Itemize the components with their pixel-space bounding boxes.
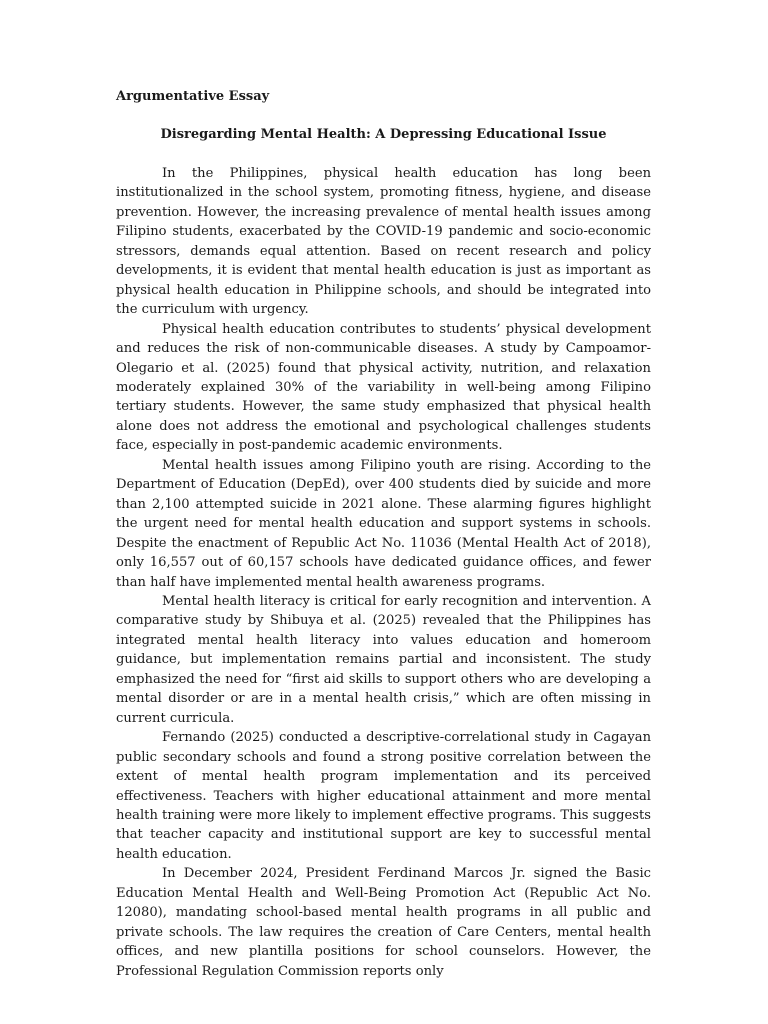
essay-paragraph: Mental health issues among Filipino youth are rising. According to the Department of Education (DepEd), over 400 students died by suicide and more than 2,100 attempted suicide in 2021 alone. These alarming figures highlight the urgent need for mental health education and support systems in schools. Despite the enactment of Republic Act No. 11036 (Mental Health Act of 2018), only 16,557 out of 60,157 schools have dedicated guidance offices, and fewer than half have implemented mental health awareness programs. (116, 457, 651, 590)
document-title: Disregarding Mental Health: A Depressing Educational Issue (160, 127, 607, 142)
essay-paragraph: Physical health education contributes to students’ physical development and reduces the risk of non-communicable diseases. A study by Campoamor-Olegario et al. (2025) found that physical activity, nutrition, and relaxation moderately explained 30% of the variability in well-being among Filipino tertiary students. However, the same study emphasized that physical health alone does not address the emotional and psychological challenges students face, especially in post-pandemic academic environments. (116, 321, 651, 454)
document-type-label: Argumentative Essay (116, 89, 270, 104)
essay-paragraph: Fernando (2025) conducted a descriptive-correlational study in Cagayan public secondary schools and found a strong positive correlation between the extent of mental health program implementation and its perceived effectiveness. Teachers with higher educational attainment and more mental health training were more likely to implement effective programs. This suggests that teacher capacity and institutional support are key to successful mental health education. (116, 730, 651, 862)
document-page (116, 88, 651, 981)
essay-paragraph: In the Philippines, physical health education has long been institutionalized in the school system, promoting fitness, hygiene, and disease prevention. However, the increasing prevalence of mental health issues among Filipino students, exacerbated by the COVID-19 pandemic and socio-economic stressors, demands equal attention. Based on recent research and policy developments, it is evident that mental health education is just as important as physical health education in Philippine schools, and should be integrated into the curriculum with urgency. (116, 166, 651, 318)
essay-body (116, 164, 651, 981)
essay-paragraph: In December 2024, President Ferdinand Marcos Jr. signed the Basic Education Mental Health and Well-Being Promotion Act (Republic Act No. 12080), mandating school-based mental health programs in all public and private schools. The law requires the creation of Care Centers, mental health offices, and new plantilla positions for school counselors. However, the Professional Regulation Commission reports only (116, 866, 651, 979)
essay-paragraph: Mental health literacy is critical for early recognition and intervention. A comparative study by Shibuya et al. (2025) revealed that the Philippines has integrated mental health literacy into values education and homeroom guidance, but implementation remains partial and inconsistent. The study emphasized the need for “first aid skills to support others who are developing a mental disorder or are in a mental health crisis,” which are often missing in current curricula. (116, 593, 651, 726)
